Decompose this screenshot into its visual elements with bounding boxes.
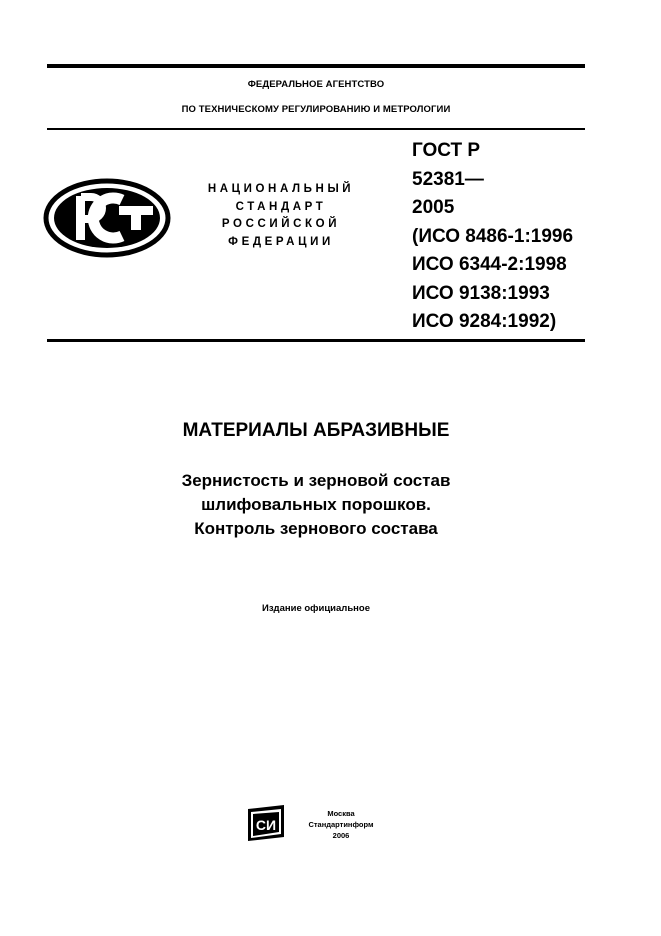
top-rule	[47, 64, 585, 68]
agency-line-2: ПО ТЕХНИЧЕСКОМУ РЕГУЛИРОВАНИЮ И МЕТРОЛОГИИ	[181, 104, 451, 115]
natstd-line: ФЕДЕРАЦИИ	[228, 235, 334, 248]
publisher-info	[304, 808, 378, 841]
rst-logo-icon	[43, 178, 171, 258]
designation-line: 2005	[412, 197, 455, 218]
designation-line: ИСО 9138:1993	[412, 282, 550, 304]
edition-label: Издание официальное	[262, 603, 370, 614]
publisher-year: 2006	[332, 831, 350, 840]
national-standard-label	[190, 181, 372, 251]
natstd-line: СТАНДАРТ	[235, 200, 327, 213]
document-subtitle	[47, 469, 585, 541]
standartinform-logo-icon	[245, 805, 287, 841]
designation-line: ИСО 6344-2:1998	[412, 254, 567, 275]
designation-line: (ИСО 8486-1:1996	[412, 225, 574, 247]
subtitle-line: Зернистость и зерновой состав	[181, 471, 451, 490]
svg-text:СИ: СИ	[255, 817, 277, 833]
agency-line-1: ФЕДЕРАЛЬНОЕ АГЕНТСТВО	[247, 79, 385, 90]
document-title: МАТЕРИАЛЫ АБРАЗИВНЫЕ	[182, 420, 450, 441]
header-rule	[47, 128, 585, 130]
natstd-line: РОССИЙСКОЙ	[221, 218, 341, 230]
subtitle-line: шлифовальных порошков.	[201, 495, 431, 514]
designation-line: ИСО 9284:1992)	[412, 311, 557, 332]
subtitle-line: Контроль зернового состава	[194, 519, 438, 538]
designation-line: ГОСТ Р	[412, 140, 481, 161]
designation-line: 52381—	[412, 168, 484, 190]
publisher-name: Стандартинформ	[308, 820, 374, 829]
middle-rule	[47, 339, 585, 342]
standard-designation	[412, 137, 592, 337]
publisher-city: Москва	[327, 809, 355, 818]
natstd-line: НАЦИОНАЛЬНЫЙ	[207, 183, 355, 195]
